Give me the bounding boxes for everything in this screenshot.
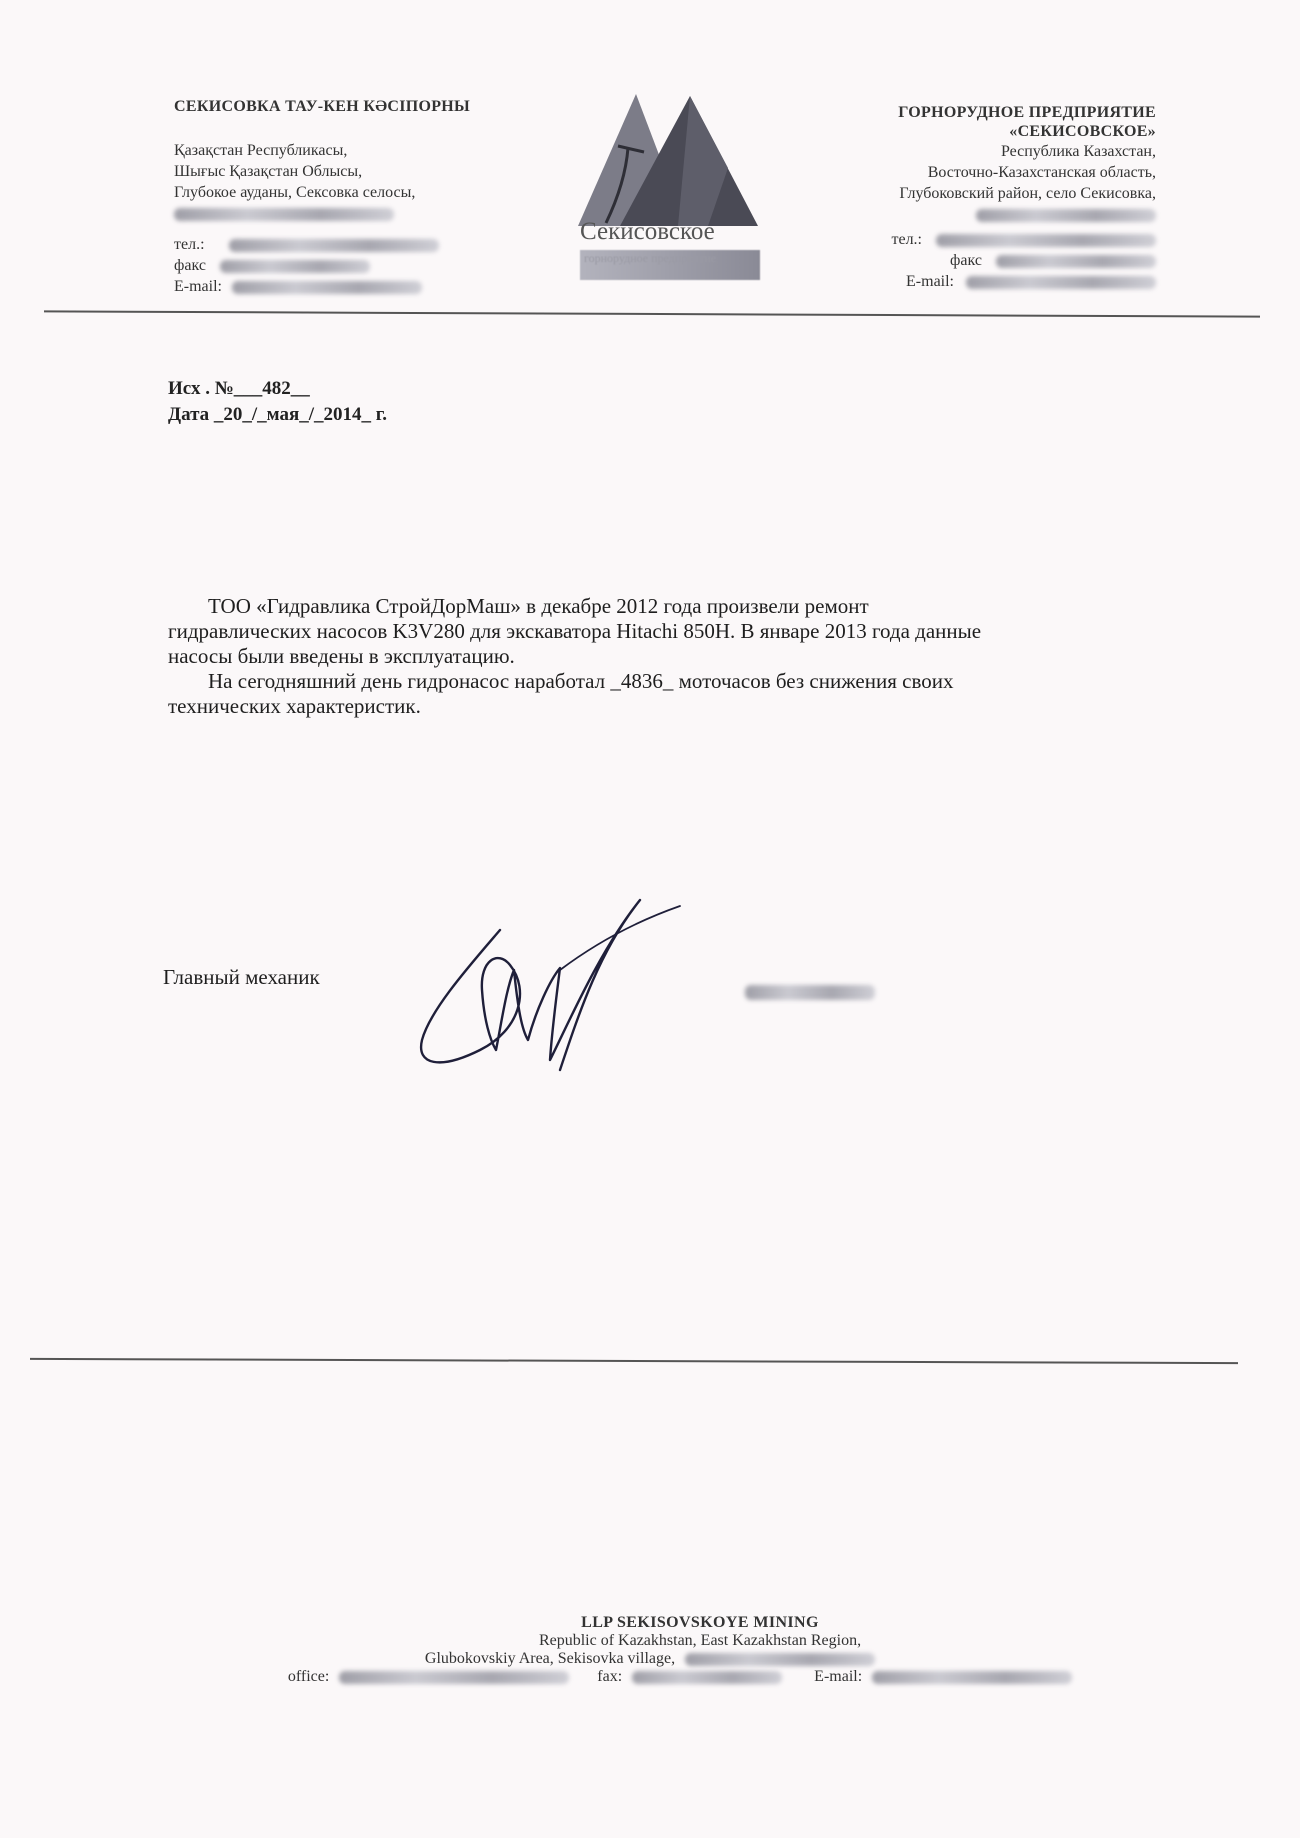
email-label: E-mail:: [814, 1668, 863, 1685]
logo-name: Секисовское: [580, 218, 715, 245]
email-label: E-mail:: [174, 278, 222, 295]
body-line: гидравлических насосов K3V280 для экскаватора Hitachi 850H. В январе 2013 года данные: [168, 619, 982, 643]
address-line: Республика Казахстан,: [1000, 143, 1156, 160]
redacted-fax: [996, 255, 1156, 268]
footer-address-row: [0, 1650, 1300, 1668]
fax-label: факс: [174, 257, 206, 274]
email-row: [776, 271, 1156, 292]
signatory-position: Главный механик: [163, 965, 320, 989]
redacted-fax: [220, 260, 370, 273]
phone-label: тел.:: [891, 231, 922, 248]
body-line: ТОО «Гидравлика СтройДорМаш» в декабре 2012 года произвели ремонт: [208, 594, 869, 618]
footer: [0, 1614, 1300, 1686]
header-right-title: ГОРНОРУДНОЕ ПРЕДПРИЯТИЕ: [898, 104, 1156, 121]
header-left-title: СЕКИСОВКА ТАУ-КЕН КӘСІПОРНЫ: [174, 98, 471, 115]
letter-date: Дата _20_/_мая_/_2014_ г.: [168, 404, 388, 425]
redacted-email: [966, 276, 1156, 289]
address-line: Глубоковский район, село Секисовка,: [899, 185, 1156, 202]
redacted-signatory-name: [745, 985, 875, 1000]
redacted-phone: [229, 239, 439, 252]
address-line: Восточно-Казахстанская область,: [927, 164, 1156, 181]
body-line: насосы были введены в эксплуатацию.: [168, 644, 515, 668]
fax-row: [174, 255, 534, 276]
redacted-fax: [632, 1671, 782, 1684]
phone-label: тел.:: [174, 236, 205, 253]
redacted-street: [776, 204, 1156, 225]
phone-row: [174, 234, 534, 255]
redacted-email: [232, 281, 422, 294]
phone-row: [776, 229, 1156, 250]
address-line: Глубокое ауданы, Сексовка селосы,: [174, 184, 416, 201]
header-left: [174, 98, 534, 297]
office-label: office:: [287, 1668, 330, 1685]
email-label: E-mail:: [906, 273, 954, 290]
address-line: Шығыс Қазақстан Облысы,: [174, 163, 363, 180]
footer-address-line: Glubokovskiy Area, Sekisovka village,: [424, 1650, 676, 1667]
redacted-street: [174, 203, 534, 224]
company-logo: [568, 88, 768, 283]
body-line: технических характеристик.: [168, 694, 421, 718]
handwritten-signature-icon: [410, 870, 690, 1080]
header-right-title: «СЕКИСОВСКОЕ»: [1009, 123, 1156, 140]
redacted-office-phone: [339, 1671, 569, 1684]
fax-label: факс: [950, 252, 982, 269]
address-line: Қазақстан Республикасы,: [174, 142, 348, 159]
fax-row: [776, 250, 1156, 271]
footer-divider: [30, 1358, 1238, 1364]
fax-label: fax:: [597, 1668, 623, 1685]
redacted-phone: [936, 234, 1156, 247]
footer-company: LLP SEKISOVSKOYE MINING: [581, 1614, 819, 1631]
header-right: [776, 104, 1156, 292]
body-line: На сегодняшний день гидронасос наработал _4836_ моточасов без снижения своих: [208, 669, 954, 693]
mountain-logo-icon: [568, 88, 768, 238]
footer-address-line: Republic of Kazakhstan, East Kazakhstan Region,: [538, 1632, 862, 1649]
header-left-address: [174, 140, 534, 224]
reference-block: [168, 378, 387, 426]
redacted-email: [872, 1671, 1072, 1684]
header-divider: [44, 310, 1260, 317]
letter-body: [168, 594, 1168, 719]
footer-contacts: [60, 1668, 1300, 1686]
outgoing-number: Исх . №___482__: [168, 378, 310, 399]
logo-subtitle: горнорудное предприятие: [580, 250, 760, 280]
redacted-address: [685, 1653, 875, 1666]
email-row: [174, 276, 534, 297]
